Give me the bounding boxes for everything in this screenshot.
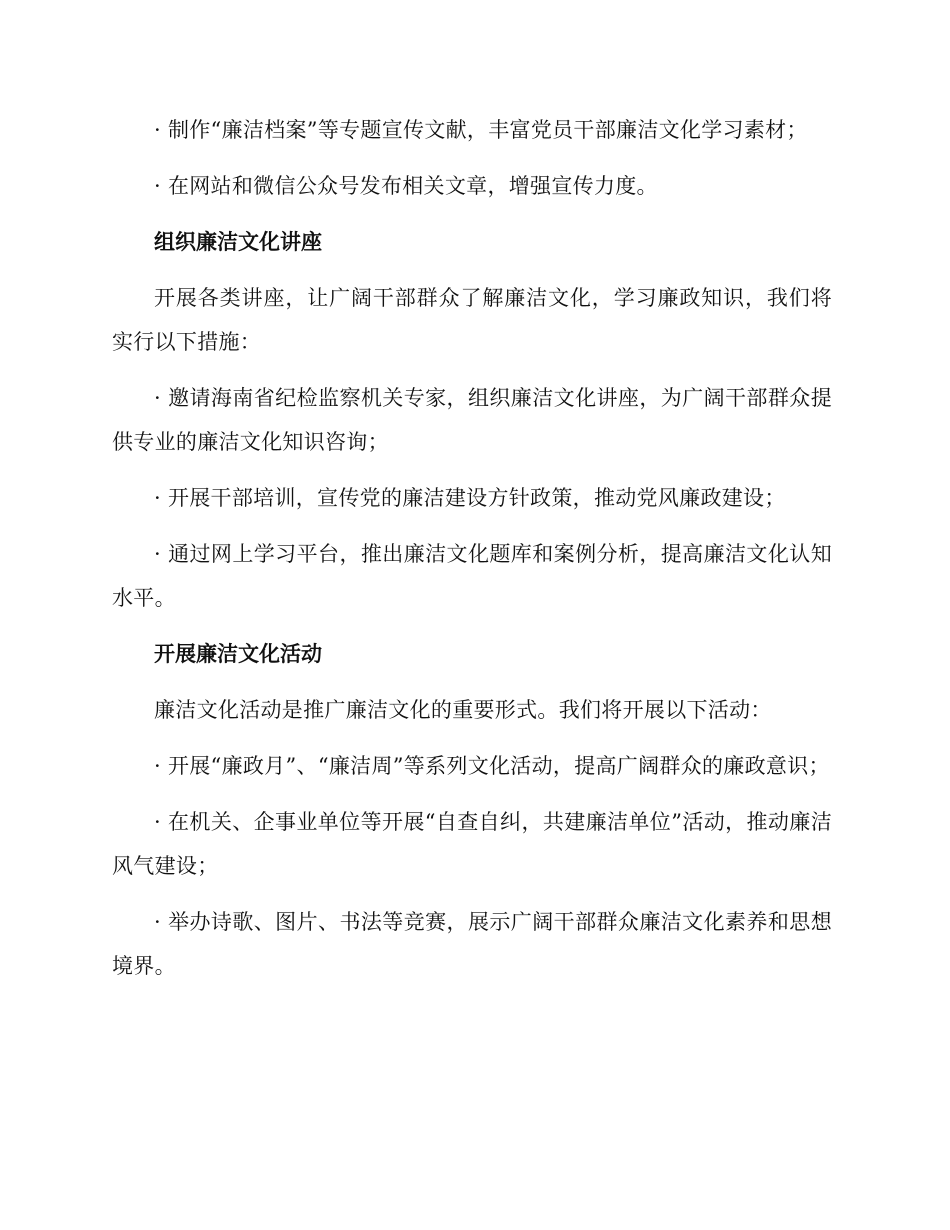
bullet-paragraph-training: · 开展干部培训，宣传党的廉洁建设方针政策，推动党风廉政建设； xyxy=(154,486,786,510)
section-heading-activities: 开展廉洁文化活动 xyxy=(154,642,322,666)
bullet-paragraph-online-platform: · 通过网上学习平台，推出廉洁文化题库和案例分析，提高廉洁文化认知水平。 xyxy=(112,542,832,610)
bullet-paragraph-month-week: · 开展“廉政月”、“廉洁周”等系列文化活动，提高广阔群众的廉政意识； xyxy=(154,754,830,778)
paragraph-activities-intro: 廉洁文化活动是推广廉洁文化的重要形式。我们将开展以下活动： xyxy=(154,698,772,722)
bullet-paragraph-archive: · 制作“廉洁档案”等专题宣传文献，丰富党员干部廉洁文化学习素材； xyxy=(154,118,808,142)
bullet-paragraph-experts: · 邀请海南省纪检监察机关专家，组织廉洁文化讲座，为广阔干部群众提供专业的廉洁文化知识咨询； xyxy=(112,386,832,454)
paragraph-lectures-intro: 开展各类讲座，让广阔干部群众了解廉洁文化，学习廉政知识，我们将实行以下措施： xyxy=(112,286,832,354)
bullet-paragraph-self-check: · 在机关、企事业单位等开展“自查自纠，共建廉洁单位”活动，推动廉洁风气建设； xyxy=(112,810,832,878)
bullet-paragraph-website: · 在网站和微信公众号发布相关文章，增强宣传力度。 xyxy=(154,174,658,198)
section-heading-lectures: 组织廉洁文化讲座 xyxy=(154,230,322,254)
bullet-paragraph-competitions: · 举办诗歌、图片、书法等竞赛，展示广阔干部群众廉洁文化素养和思想境界。 xyxy=(112,910,832,978)
